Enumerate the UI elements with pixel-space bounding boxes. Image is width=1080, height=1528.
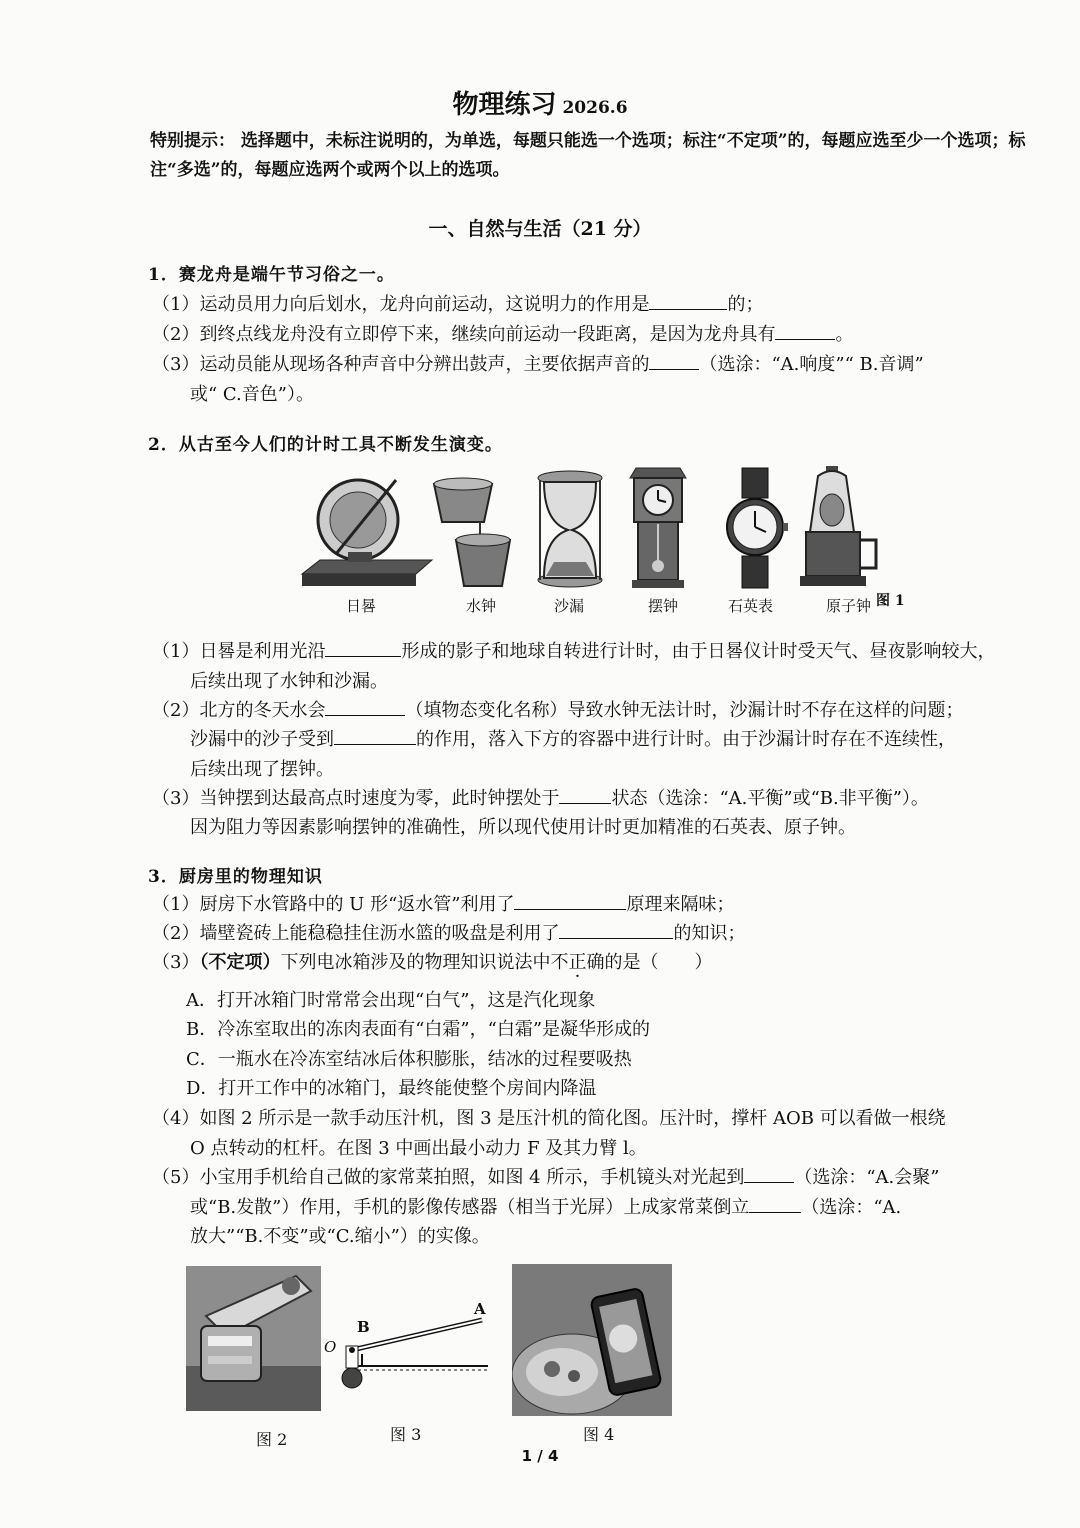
title-text: 物理练习 (452, 90, 557, 120)
answer-blank[interactable] (325, 638, 401, 657)
point-b-label: B (357, 1318, 370, 1336)
answer-blank[interactable] (744, 1164, 794, 1183)
page-number: 1 / 4 (521, 1447, 559, 1465)
q2-part3-cont: 因为阻力等因素影响摆钟的准确性，所以现代使用计时更加精准的石英表、原子钟。 (190, 817, 856, 838)
label-sundial: 日晷 (346, 597, 377, 615)
q3-heading: 3．厨房里的物理知识 (148, 867, 323, 887)
figure-2-caption: 图 2 (256, 1430, 288, 1449)
q1-part3-cont: 或“ C.音色”）。 (190, 384, 314, 405)
answer-blank[interactable] (559, 785, 611, 804)
figure-3-lever-diagram (322, 1300, 492, 1395)
hourglass-icon (538, 471, 602, 587)
multi-answer-tag: （不定项） (199, 952, 281, 973)
answer-blank[interactable] (559, 920, 673, 939)
section-heading: 一、自然与生活（21 分） (428, 218, 652, 240)
page-title (0, 84, 1080, 121)
point-a-label: A (474, 1300, 486, 1318)
quartz-watch-icon (727, 468, 788, 588)
label-pendulum-clock: 摆钟 (648, 597, 679, 615)
q2-part2-cont: 沙漏中的沙子受到 的作用，落入下方的容器中进行计时。由于沙漏计时存在不连续性， (190, 725, 956, 751)
q3-part5-cont2: 放大”“B.不变”或“C.缩小”）的实像。 (190, 1226, 490, 1247)
figure-4-caption: 图 4 (583, 1425, 615, 1444)
q1-heading: 1．赛龙舟是端午节习俗之一。 (148, 265, 395, 285)
answer-blank[interactable] (334, 726, 416, 745)
q3-part4-cont: O 点转动的杠杆。在图 3 中画出最小动力 F 及其力臂 l。 (190, 1138, 647, 1159)
q3-part5-cont: 或“B.发散”）作用，手机的影像传感器（相当于光屏）上成家常菜倒立 （选涂：“A. (190, 1193, 901, 1219)
q1-part2: （2）到终点线龙舟没有立即停下来，继续向前运动一段距离，是因为龙舟具有 。 (152, 320, 853, 346)
q3-part3: （3）（不定项）下列电冰箱涉及的物理知识说法中不正确的是（ ） (152, 952, 713, 973)
label-quartz-watch: 石英表 (728, 597, 774, 615)
q3-part5: （5）小宝用手机给自己做的家常菜拍照，如图 4 所示，手机镜头对光起到 （选涂：“A.会聚” (152, 1163, 939, 1189)
answer-blank[interactable] (749, 1194, 801, 1213)
title-date: 2026.6 (562, 98, 628, 118)
point-o-label: O (324, 1338, 337, 1356)
q3-part1: （1）厨房下水管路中的 U 形“返水管”利用了 原理来隔味； (152, 890, 734, 916)
label-water-clock: 水钟 (466, 597, 497, 615)
figure-1-caption: 图 1 (876, 593, 905, 609)
q3-part2: （2）墙壁瓷砖上能稳稳挂住沥水篮的吸盘是利用了 的知识； (152, 919, 745, 945)
q2-part2: （2）北方的冬天水会 （填物态变化名称）导致水钟无法计时，沙漏计时不存在这样的问题； (152, 696, 963, 722)
answer-blank[interactable] (514, 891, 626, 910)
answer-blank[interactable] (325, 697, 405, 716)
q1-part3: （3）运动员能从现场各种声音中分辨出鼓声，主要依据声音的 （选涂：“A.响度”“ B.音调” (152, 350, 924, 376)
q2-heading: 2．从古至今人们的计时工具不断发生演变。 (148, 435, 503, 455)
answer-blank[interactable] (649, 351, 699, 370)
special-notice: 特别提示： 选择题中，未标注说明的，为单选，每题只能选一个选项；标注“不定项”的，每题应选至少一个选项；标注“多选”的，每题应选两个或两个以上的选项。 (150, 131, 1026, 180)
figure-2-juicer-photo (186, 1266, 321, 1411)
sundial-icon (302, 480, 432, 586)
label-hourglass: 沙漏 (554, 597, 585, 615)
q2-part2-cont2: 后续出现了摆钟。 (190, 759, 334, 780)
pendulum-clock-icon (630, 468, 686, 588)
water-clock-icon (434, 478, 510, 586)
q3-option-a[interactable]: A．打开冰箱门时常常会出现“白气”，这是汽化现象 (186, 990, 596, 1011)
atomic-clock-icon (800, 466, 876, 586)
emphasized-text: 不正确 (550, 952, 605, 973)
q2-part1: （1）日晷是利用光沿 形成的影子和地球自转进行计时，由于日晷仪计时受天气、昼夜影响较大， (152, 637, 995, 663)
label-atomic-clock: 原子钟 (826, 597, 872, 615)
q3-option-d[interactable]: D．打开工作中的冰箱门，最终能使整个房间内降温 (186, 1078, 597, 1099)
q1-part1: （1）运动员用力向后划水，龙舟向前运动，这说明力的作用是 的； (152, 290, 763, 316)
figure-1-timekeeping-tools (296, 462, 916, 622)
answer-blank[interactable] (649, 291, 727, 310)
figure-3-caption: 图 3 (390, 1425, 422, 1444)
figure-4-phone-photo (512, 1264, 672, 1416)
q2-part1-cont: 后续出现了水钟和沙漏。 (190, 671, 388, 692)
q3-option-c[interactable]: C．一瓶水在冷冻室结冰后体积膨胀，结冰的过程要吸热 (186, 1049, 632, 1070)
answer-blank[interactable] (775, 321, 835, 340)
q2-part3: （3）当钟摆到达最高点时速度为零，此时钟摆处于 状态（选涂：“A.平衡”或“B.非平衡”）。 (152, 784, 929, 810)
q3-part4: （4）如图 2 所示是一款手动压汁机，图 3 是压汁机的简化图。压汁时，撑杆 AOB 可以看做一根绕 (152, 1108, 946, 1129)
q3-option-b[interactable]: B．冷冻室取出的冻肉表面有“白霜”，“白霜”是凝华形成的 (186, 1019, 651, 1040)
